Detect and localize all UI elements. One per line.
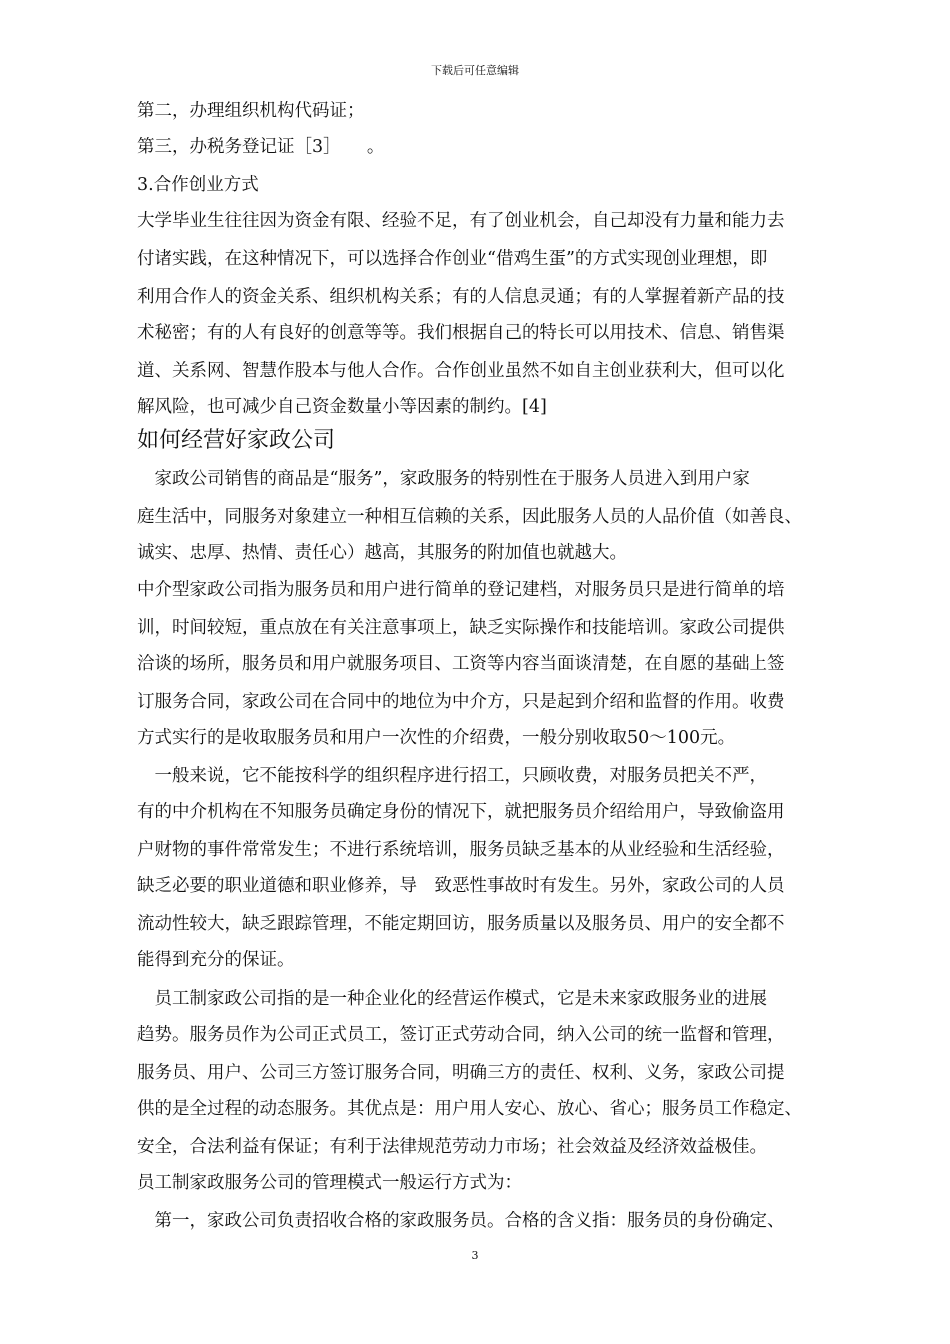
text-line: 第三，办税务登记证［3］ 。 [137, 137, 385, 157]
text-line: 供的是全过程的动态服务。其优点是：用户用人安心、放心、省心；服务员工作稳定、 [137, 1099, 802, 1119]
text-line: 能得到充分的保证。 [137, 950, 295, 970]
text-line: 员工制家政公司指的是一种企业化的经营运作模式，它是未来家政服务业的进展 [137, 989, 767, 1009]
text-line: 道、关系网、智慧作股本与他人合作。合作创业虽然不如自主创业获利大，但可以化 [137, 361, 785, 381]
text-line: 员工制家政服务公司的管理模式一般运行方式为： [137, 1173, 522, 1193]
text-line: 术秘密；有的人有良好的创意等等。我们根据自己的特长可以用技术、信息、销售渠 [137, 323, 785, 343]
page-number: 3 [471, 1249, 479, 1262]
text-line: 有的中介机构在不知服务员确定身份的情况下，就把服务员介绍给用户，导致偷盗用 [137, 802, 785, 822]
text-line: 服务员、用户、公司三方签订服务合同，明确三方的责任、权利、义务，家政公司提 [137, 1063, 785, 1083]
text-line: 第一，家政公司负责招收合格的家政服务员。合格的含义指：服务员的身份确定、 [137, 1211, 785, 1231]
text-line: 庭生活中，同服务对象建立一种相互信赖的关系，因此服务人员的人品价值（如善良、 [137, 507, 802, 527]
section-subtitle: 3.合作创业方式 [137, 175, 259, 195]
text-line: 流动性较大，缺乏跟踪管理，不能定期回访，服务质量以及服务员、用户的安全都不 [137, 914, 785, 934]
text-line: 方式实行的是收取服务员和用户一次性的介绍费，一般分别收取50～100元。 [137, 728, 736, 748]
text-line: 解风险，也可减少自己资金数量小等因素的制约。[4] [137, 397, 547, 417]
text-line: 安全，合法利益有保证；有利于法律规范劳动力市场；社会效益及经济效益极佳。 [137, 1137, 767, 1157]
page-header: 下载后可任意编辑 [431, 64, 519, 77]
section-heading: 如何经营好家政公司 [137, 428, 336, 453]
text-line: 趋势。服务员作为公司正式员工，签订正式劳动合同，纳入公司的统一监督和管理， [137, 1025, 785, 1045]
text-line: 训，时间较短，重点放在有关注意事项上，缺乏实际操作和技能培训。家政公司提供 [137, 618, 785, 638]
text-line: 户财物的事件常常发生；不进行系统培训，服务员缺乏基本的从业经验和生活经验， [137, 840, 785, 860]
text-line: 利用合作人的资金关系、组织机构关系；有的人信息灵通；有的人掌握着新产品的技 [137, 287, 785, 307]
text-line: 第二，办理组织机构代码证； [137, 101, 365, 121]
text-line: 诚实、忠厚、热情、责任心）越高，其服务的附加值也就越大。 [137, 543, 627, 563]
text-line: 洽谈的场所，服务员和用户就服务项目、工资等内容当面谈清楚，在自愿的基础上签 [137, 654, 785, 674]
text-line: 家政公司销售的商品是“服务”，家政服务的特别性在于服务人员进入到用户家 [137, 469, 750, 489]
text-line: 付诸实践，在这种情况下，可以选择合作创业“借鸡生蛋”的方式实现创业理想，即 [137, 249, 768, 269]
text-line: 大学毕业生往往因为资金有限、经验不足，有了创业机会，自己却没有力量和能力去 [137, 211, 785, 231]
text-line: 中介型家政公司指为服务员和用户进行简单的登记建档，对服务员只是进行简单的培 [137, 580, 785, 600]
text-line: 缺乏必要的职业道德和职业修养，导 致恶性事故时有发生。另外，家政公司的人员 [137, 876, 785, 896]
text-line: 一般来说，它不能按科学的组织程序进行招工，只顾收费，对服务员把关不严， [137, 766, 767, 786]
text-line: 订服务合同，家政公司在合同中的地位为中介方，只是起到介绍和监督的作用。收费 [137, 692, 785, 712]
